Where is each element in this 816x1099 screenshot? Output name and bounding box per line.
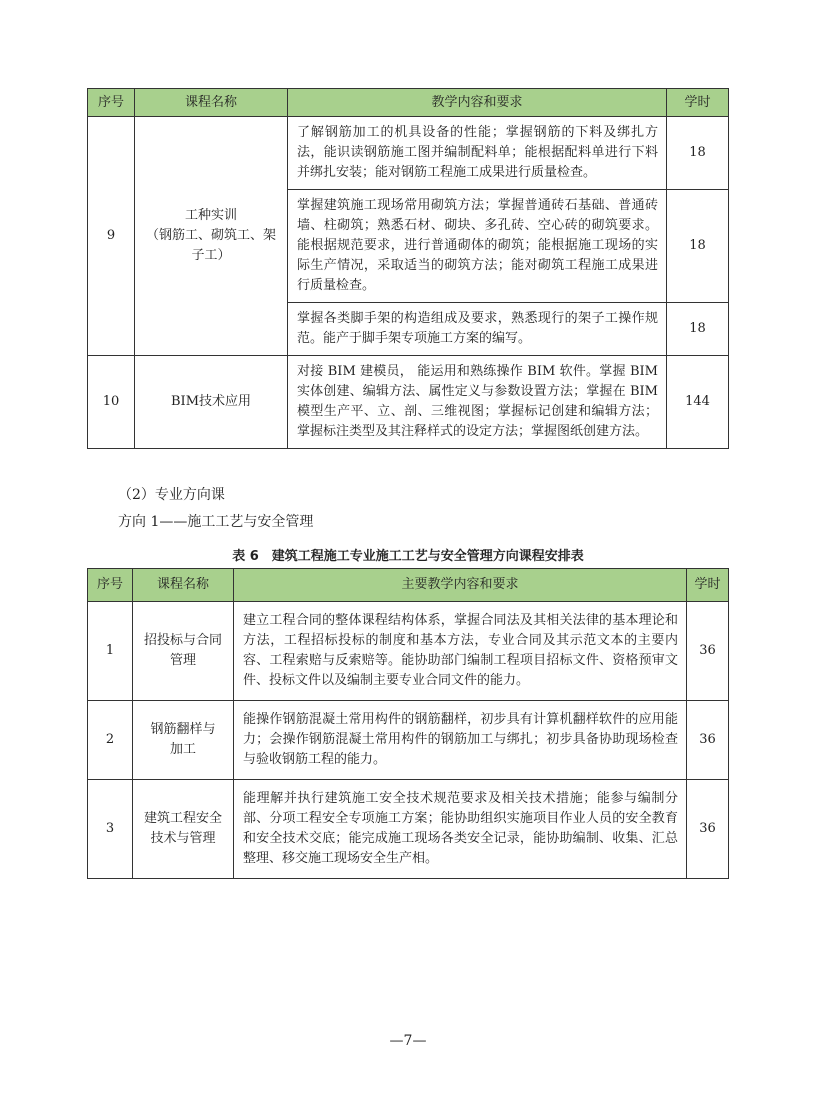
course-name-line: 管理 bbox=[169, 653, 196, 668]
course-content: 对接 BIM 建模员， 能运用和熟练操作 BIM 软件。掌握 BIM 实体创建、编辑方法、属性定义与参数设置方法；掌握在 BIM 模型生产平、立、剖、三维视图；掌握标记创建和编辑方法；掌握标注类型及其注释样式的设定方法；掌握图纸创建方法。 bbox=[288, 356, 667, 449]
table-header-row bbox=[88, 569, 729, 602]
course-name bbox=[133, 780, 234, 879]
row-num: 10 bbox=[88, 356, 135, 449]
course-content: 掌握各类脚手架的构造组成及要求，熟悉现行的架子工操作规范。能产于脚手架专项施工方案的编写。 bbox=[288, 303, 667, 356]
course-name-line: 技术与管理 bbox=[150, 831, 216, 846]
header-hours: 学时 bbox=[667, 89, 729, 117]
course-content: 掌握建筑施工现场常用砌筑方法；掌握普通砖石基础、普通砖墙、柱砌筑；熟悉石材、砌块、多孔砖、空心砖的砌筑要求。能根据规范要求，进行普通砌体的砌筑；能根据施工现场的实际生产情况，采取适当的砌筑方法；能对砌筑工程施工成果进行质量检查。 bbox=[288, 190, 667, 303]
header-content: 教学内容和要求 bbox=[288, 89, 667, 117]
page-number: —7— bbox=[389, 1033, 427, 1049]
course-name-line: 子工） bbox=[191, 248, 231, 263]
course-content: 能理解并执行建筑施工安全技术规范要求及相关技术措施；能参与编制分部、分项工程安全专项施工方案；能协助组织实施项目作业人员的安全教育和安全技术交底；能完成施工现场各类安全记录，能协助编制、收集、汇总整理、移交施工现场安全生产相。 bbox=[234, 780, 687, 879]
course-name-line: 工种实训 bbox=[184, 208, 237, 223]
section-heading: （2）专业方向课 bbox=[118, 487, 225, 503]
course-name-line: （钢筋工、砌筑工、架 bbox=[145, 228, 276, 243]
header-hours: 学时 bbox=[687, 569, 729, 602]
course-hours: 18 bbox=[667, 190, 729, 303]
course-name: BIM技术应用 bbox=[135, 356, 288, 449]
table-row bbox=[88, 602, 729, 701]
course-content: 建立工程合同的整体课程结构体系，掌握合同法及其相关法律的基本理论和方法，工程招标投标的制度和基本方法，专业合同及其示范文本的主要内容、工程索赔与反索赔等。能协助部门编制工程项目招标文件、资格预审文件、投标文件以及编制主要专业合同文件的能力。 bbox=[234, 602, 687, 701]
table-row bbox=[88, 356, 729, 449]
curriculum-table-1 bbox=[87, 88, 729, 449]
course-hours: 36 bbox=[687, 602, 729, 701]
curriculum-table-2 bbox=[87, 568, 729, 879]
table-caption: 表 6 建筑工程施工专业施工工艺与安全管理方向课程安排表 bbox=[232, 549, 584, 564]
course-name-line: 加工 bbox=[169, 742, 196, 757]
header-course-name: 课程名称 bbox=[133, 569, 234, 602]
course-name bbox=[133, 602, 234, 701]
header-course-name: 课程名称 bbox=[135, 89, 288, 117]
table-row bbox=[88, 117, 729, 190]
header-num: 序号 bbox=[88, 569, 133, 602]
header-num: 序号 bbox=[88, 89, 135, 117]
course-content: 了解钢筋加工的机具设备的性能；掌握钢筋的下料及绑扎方法，能识读钢筋施工图并编制配料单；能根据配料单进行下料并绑扎安装；能对钢筋工程施工成果进行质量检查。 bbox=[288, 117, 667, 190]
course-hours: 36 bbox=[687, 780, 729, 879]
course-name-line: 招投标与合同 bbox=[143, 633, 222, 648]
course-hours: 18 bbox=[667, 303, 729, 356]
row-num: 9 bbox=[88, 117, 135, 356]
direction-heading: 方向 1——施工工艺与安全管理 bbox=[118, 514, 314, 530]
course-name-line: 钢筋翻样与 bbox=[150, 722, 216, 737]
table-header-row bbox=[88, 89, 729, 117]
course-hours: 144 bbox=[667, 356, 729, 449]
course-name bbox=[135, 117, 288, 356]
course-name-line: 建筑工程安全 bbox=[143, 811, 222, 826]
course-hours: 36 bbox=[687, 701, 729, 780]
row-num: 2 bbox=[88, 701, 133, 780]
row-num: 1 bbox=[88, 602, 133, 701]
table-row bbox=[88, 701, 729, 780]
course-hours: 18 bbox=[667, 117, 729, 190]
course-content: 能操作钢筋混凝土常用构件的钢筋翻样，初步具有计算机翻样软件的应用能力；会操作钢筋混凝土常用构件的钢筋加工与绑扎；初步具备协助现场检查与验收钢筋工程的能力。 bbox=[234, 701, 687, 780]
course-name bbox=[133, 701, 234, 780]
header-content: 主要教学内容和要求 bbox=[234, 569, 687, 602]
row-num: 3 bbox=[88, 780, 133, 879]
table-row bbox=[88, 780, 729, 879]
